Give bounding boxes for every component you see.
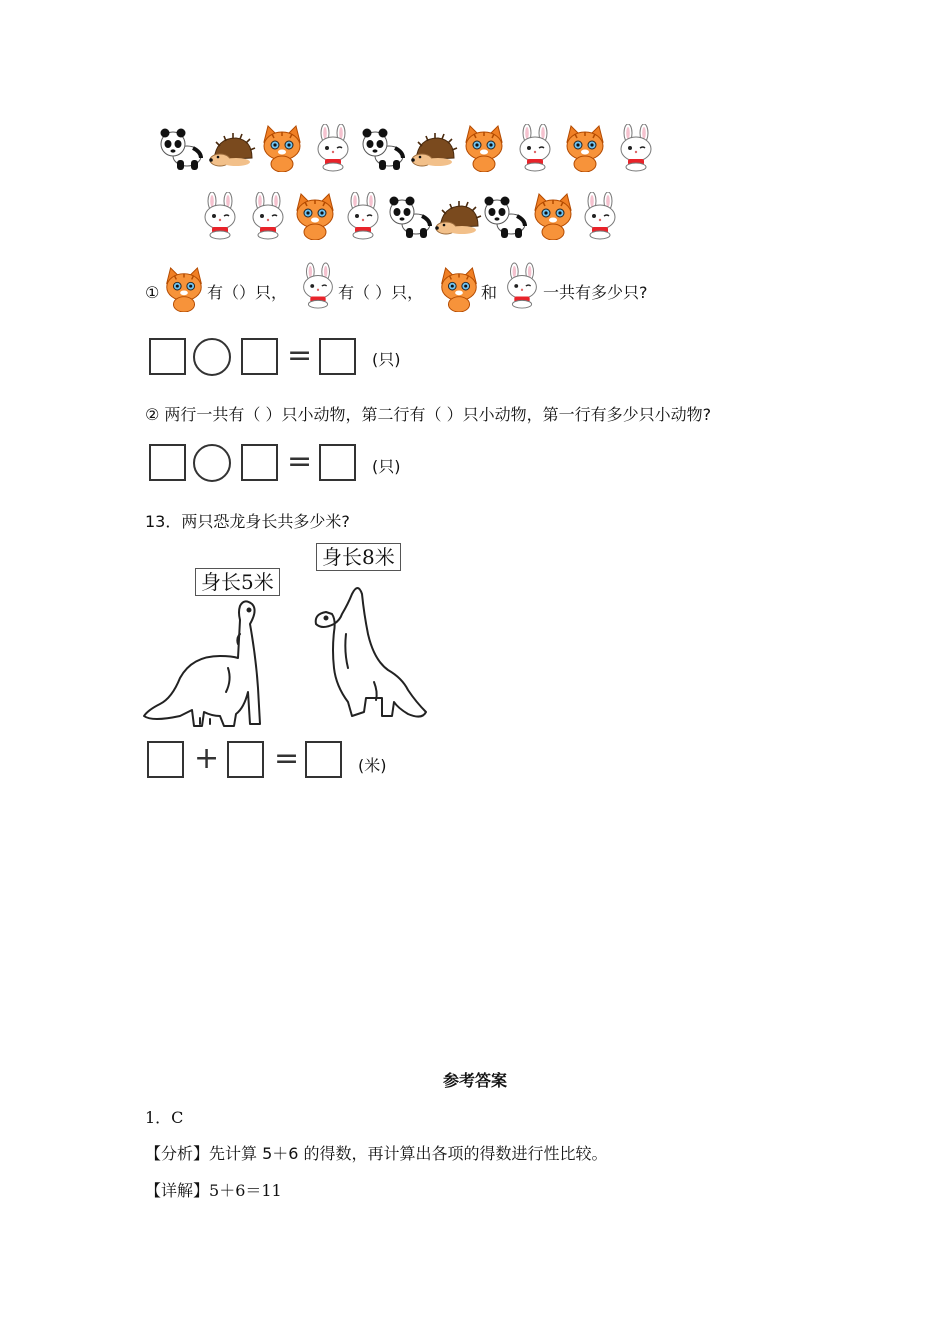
- hedgehog-icon: [434, 192, 482, 240]
- answer-item-1: 1．C: [145, 1108, 184, 1127]
- q1-text-c: 和: [481, 283, 498, 302]
- answer-box[interactable]: [241, 444, 278, 481]
- answer-box[interactable]: [319, 338, 356, 375]
- hedgehog-icon: [208, 124, 256, 172]
- detail-tag: 【详解】: [145, 1181, 210, 1200]
- panda-icon: [157, 124, 205, 172]
- answer-box[interactable]: [227, 741, 264, 778]
- dino-label-right: 身长8米: [316, 543, 401, 571]
- answers-title: 参考答案: [442, 1071, 507, 1090]
- analysis-text: 先计算 5＋6 的得数，再计算出各项的得数进行性比较。: [209, 1144, 608, 1163]
- rabbit-icon: [309, 124, 357, 172]
- q1-text-b: 有（ ）只，: [338, 283, 424, 302]
- rabbit-icon: [576, 192, 624, 240]
- rabbit-icon: [511, 124, 559, 172]
- answer-box[interactable]: [149, 338, 186, 375]
- cat-icon: [561, 124, 609, 172]
- dinosaur-left-illustration: [140, 598, 280, 732]
- plus-sign: +: [194, 741, 220, 776]
- analysis-line: [145, 1144, 608, 1164]
- answer-box[interactable]: [147, 741, 184, 778]
- detail-text: 5＋6＝11: [209, 1181, 282, 1200]
- unit-label: (米): [358, 756, 387, 775]
- answer-box[interactable]: [149, 444, 186, 481]
- q1-text-d: 一共有多少只?: [543, 283, 648, 302]
- q13-text: 13．两只恐龙身长共多少米?: [145, 512, 350, 531]
- cat-icon: [291, 192, 339, 240]
- rabbit-icon: [339, 192, 387, 240]
- cat-icon: [529, 192, 577, 240]
- detail-line: [145, 1181, 282, 1201]
- q1-text-a: 有（）只，: [207, 283, 288, 302]
- rabbit-icon: [244, 192, 292, 240]
- dinosaur-right-illustration: [312, 574, 430, 730]
- dino-label-left: 身长5米: [195, 568, 280, 596]
- operator-circle[interactable]: [193, 338, 231, 376]
- panda-icon: [481, 192, 529, 240]
- analysis-tag: 【分析】: [145, 1144, 210, 1163]
- operator-circle[interactable]: [193, 444, 231, 482]
- rabbit-icon: [612, 124, 660, 172]
- cat-icon: [460, 124, 508, 172]
- cat-icon: [436, 266, 482, 312]
- equals-sign: =: [287, 338, 313, 373]
- equals-sign: =: [274, 741, 300, 776]
- cat-icon: [258, 124, 306, 172]
- unit-label: (只): [372, 457, 401, 476]
- panda-icon: [386, 192, 434, 240]
- q1-number: ①: [145, 283, 160, 302]
- rabbit-icon: [196, 192, 244, 240]
- equals-sign: =: [287, 444, 313, 479]
- answer-box[interactable]: [305, 741, 342, 778]
- cat-icon: [161, 266, 207, 312]
- hedgehog-icon: [410, 124, 458, 172]
- answer-box[interactable]: [319, 444, 356, 481]
- rabbit-icon: [295, 262, 341, 310]
- answer-box[interactable]: [241, 338, 278, 375]
- rabbit-icon: [499, 262, 545, 310]
- panda-icon: [359, 124, 407, 172]
- unit-label: (只): [372, 350, 401, 369]
- q2-text: ② 两行一共有（ ）只小动物，第二行有（ ）只小动物，第一行有多少只小动物?: [145, 405, 712, 424]
